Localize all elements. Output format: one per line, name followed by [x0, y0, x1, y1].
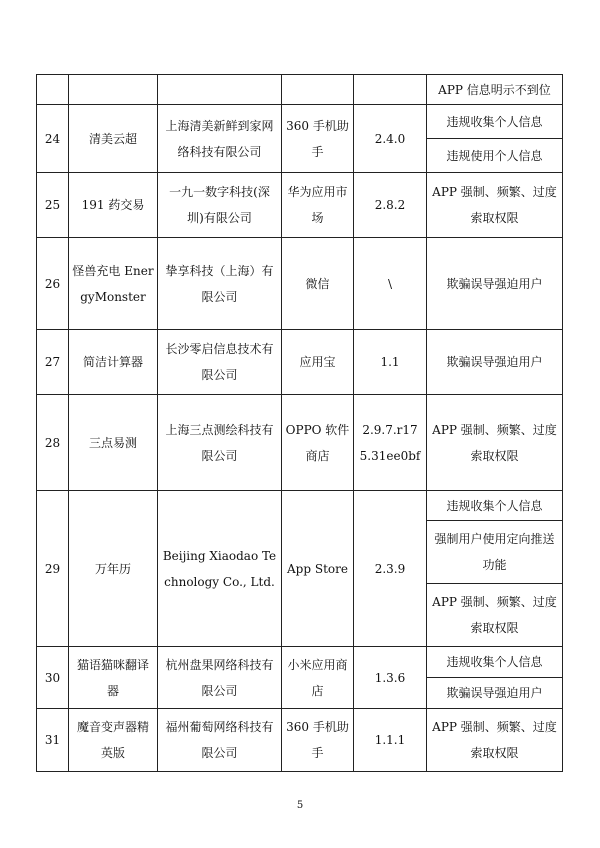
row-number: [37, 75, 69, 105]
issue: 违规使用个人信息: [427, 139, 563, 173]
app-name: [69, 75, 158, 105]
app-store: 360 手机助手: [282, 709, 354, 772]
issue: APP 强制、频繁、过度索取权限: [427, 584, 563, 647]
issue: APP 强制、频繁、过度索取权限: [427, 395, 563, 491]
app-version: 1.1.1: [354, 709, 427, 772]
issue: 欺骗误导强迫用户: [427, 678, 563, 709]
app-version: 2.8.2: [354, 173, 427, 238]
app-version: [354, 75, 427, 105]
page-number: 5: [296, 800, 304, 811]
app-name: 191 药交易: [69, 173, 158, 238]
app-store: OPPO 软件商店: [282, 395, 354, 491]
issue: 违规收集个人信息: [427, 105, 563, 139]
app-name: 三点易测: [69, 395, 158, 491]
app-version: 2.3.9: [354, 491, 427, 647]
app-store: 华为应用市场: [282, 173, 354, 238]
developer: 上海三点测绘科技有限公司: [158, 395, 282, 491]
app-name: 清美云超: [69, 105, 158, 173]
table-row: [37, 75, 563, 105]
issue: APP 信息明示不到位: [427, 75, 563, 105]
app-store: 应用宝: [282, 330, 354, 395]
developer: 一九一数字科技(深圳)有限公司: [158, 173, 282, 238]
row-number: 26: [37, 238, 69, 330]
table-row: [37, 330, 563, 395]
issue: 欺骗误导强迫用户: [427, 330, 563, 395]
table-row: [37, 105, 563, 139]
developer: [158, 75, 282, 105]
app-store: 360 手机助手: [282, 105, 354, 173]
app-version: 1.1: [354, 330, 427, 395]
developer: 挚享科技（上海）有限公司: [158, 238, 282, 330]
table-row: [37, 647, 563, 678]
issue: 违规收集个人信息: [427, 647, 563, 678]
row-number: 25: [37, 173, 69, 238]
app-violation-table: [36, 74, 563, 772]
issue: APP 强制、频繁、过度索取权限: [427, 709, 563, 772]
developer: 杭州盘果网络科技有限公司: [158, 647, 282, 709]
developer: 上海清美新鲜到家网络科技有限公司: [158, 105, 282, 173]
table-row: [37, 173, 563, 238]
app-store: App Store: [282, 491, 354, 647]
app-store: [282, 75, 354, 105]
app-version: 1.3.6: [354, 647, 427, 709]
app-version: \: [354, 238, 427, 330]
issue: APP 强制、频繁、过度索取权限: [427, 173, 563, 238]
developer: 长沙零启信息技术有限公司: [158, 330, 282, 395]
row-number: 31: [37, 709, 69, 772]
table-row: [37, 395, 563, 491]
app-name: 魔音变声器精英版: [69, 709, 158, 772]
app-name: 万年历: [69, 491, 158, 647]
issue: 违规收集个人信息: [427, 491, 563, 521]
app-name: 猫语猫咪翻译器: [69, 647, 158, 709]
app-name: 怪兽充电 EnergyMonster: [69, 238, 158, 330]
row-number: 29: [37, 491, 69, 647]
row-number: 27: [37, 330, 69, 395]
issue: 欺骗误导强迫用户: [427, 238, 563, 330]
table-row: [37, 709, 563, 772]
issue: 强制用户使用定向推送功能: [427, 521, 563, 584]
app-store: 微信: [282, 238, 354, 330]
table-row: [37, 491, 563, 521]
developer: 福州葡萄网络科技有限公司: [158, 709, 282, 772]
app-name: 简洁计算器: [69, 330, 158, 395]
row-number: 28: [37, 395, 69, 491]
app-version: 2.4.0: [354, 105, 427, 173]
app-store: 小米应用商店: [282, 647, 354, 709]
developer: Beijing Xiaodao Technology Co., Ltd.: [158, 491, 282, 647]
row-number: 30: [37, 647, 69, 709]
table-row: [37, 238, 563, 330]
app-version: 2.9.7.r175.31ee0bf: [354, 395, 427, 491]
row-number: 24: [37, 105, 69, 173]
